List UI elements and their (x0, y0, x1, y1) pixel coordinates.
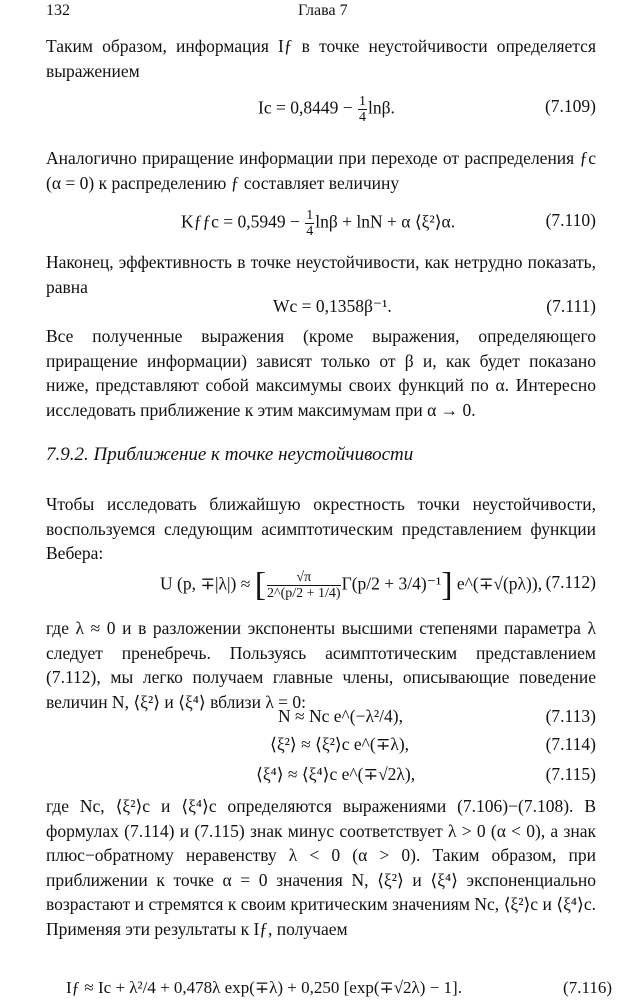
paragraph-6: где λ ≈ 0 и в разложении экспоненты высшими степенями параметра λ следует пренебречь. Пользуясь асимптотическим представлением (7.112), мы легко получаем главные члены, описывающие поведение величин N, ⟨ξ²⟩ и ⟨ξ⁴⟩ вблизи λ = 0: (46, 618, 596, 712)
equation-7-109 (258, 94, 395, 125)
eq109-rhs: lnβ. (367, 97, 395, 118)
eq110-rhs: lnβ + lnN + α ⟨ξ²⟩α. (315, 211, 456, 232)
eq109-num: 1 (358, 94, 366, 109)
eq-label-7-110: (7.110) (545, 210, 596, 230)
equation-7-111: Wc = 0,1358β⁻¹. (273, 296, 392, 316)
eq110-den: 4 (306, 224, 314, 239)
eq-label-7-109: (7.109) (544, 96, 596, 116)
paragraph-4: Все полученные выражения (кроме выражения, определяющего приращение информации) зависят только от β и, как будет показано ниже, представляют собой максимумы своих функций по α. Интересно исследовать приближение к этим максимумам при α → 0. (46, 326, 596, 420)
eq-label-7-116: (7.116) (563, 978, 612, 997)
equation-7-113: N ≈ Nc e^(−λ²/4), (278, 706, 403, 726)
left-bracket: [ (254, 566, 267, 604)
paragraph-2: Аналогично приращение информации при переходе от распределения ƒc (α = 0) к распределению ƒ составляет величину (46, 148, 596, 193)
eq-label-7-113: (7.113) (545, 706, 596, 726)
eq-label-7-115: (7.115) (545, 764, 596, 784)
equation-7-112 (160, 566, 543, 604)
eq110-lhs: Kƒƒc = 0,5949 − (181, 211, 300, 232)
eq112-num: √π (267, 570, 341, 586)
paragraph-3: Наконец, эффективность в точке неустойчивости, как нетрудно показать, равна (46, 252, 596, 297)
eq110-fraction (305, 208, 314, 239)
eq-label-7-111: (7.111) (546, 296, 596, 316)
paragraph-5: Чтобы исследовать ближайшую окрестность точки неустойчивости, воспользуемся следующим асимптотическим представлением функции Вебера: (46, 494, 596, 563)
section-title: 7.9.2. Приближение к точке неустойчивости (46, 444, 414, 465)
paragraph-1: Таким образом, информация Iƒ в точке неустойчивости определяется выражением (46, 36, 596, 81)
eq112-den: 2^(p/2 + 1/4) (267, 586, 341, 601)
equation-7-115: ⟨ξ⁴⟩ ≈ ⟨ξ⁴⟩c e^(∓√2λ), (256, 764, 416, 784)
eq109-fraction (358, 94, 367, 125)
equation-7-114: ⟨ξ²⟩ ≈ ⟨ξ²⟩c e^(∓λ), (270, 734, 410, 754)
eq112-fraction (267, 570, 341, 601)
eq-label-7-114: (7.114) (545, 734, 596, 754)
eq-label-7-112: (7.112) (545, 572, 596, 592)
paragraph-7: где Nc, ⟨ξ²⟩c и ⟨ξ⁴⟩c определяются выражениями (7.106)−(7.108). В формулах (7.114) и (7.115) знак минус соответствует λ > 0 (α < 0), а знак плюс−обратному неравенству λ < 0 (α > 0). Таким образом, при приближении к точке α = 0 значения N, ⟨ξ²⟩ и ⟨ξ⁴⟩ экспоненциально возрастают и стремятся к своим критическим значениям Nc, ⟨ξ²⟩c и ⟨ξ⁴⟩c. Применяя эти результаты к Iƒ, получаем (46, 796, 596, 939)
equation-7-110 (181, 208, 455, 239)
eq112-gamma: Γ(p/2 + 3/4)⁻¹ (341, 573, 442, 594)
eq112-rhs: e^(∓√(pλ)), (456, 573, 543, 594)
right-bracket: ] (441, 566, 453, 604)
page-number: 132 (46, 2, 70, 19)
eq109-den: 4 (358, 110, 366, 125)
eq112-lhs: U (p, ∓|λ|) ≈ (160, 573, 251, 594)
chapter-header: Глава 7 (298, 2, 348, 19)
equation-7-116: Iƒ ≈ Ic + λ²/4 + 0,478λ exp(∓λ) + 0,250 [exp(∓√2λ) − 1]. (66, 978, 462, 997)
eq110-num: 1 (306, 208, 314, 223)
eq109-lhs: Ic = 0,8449 − (258, 97, 353, 118)
